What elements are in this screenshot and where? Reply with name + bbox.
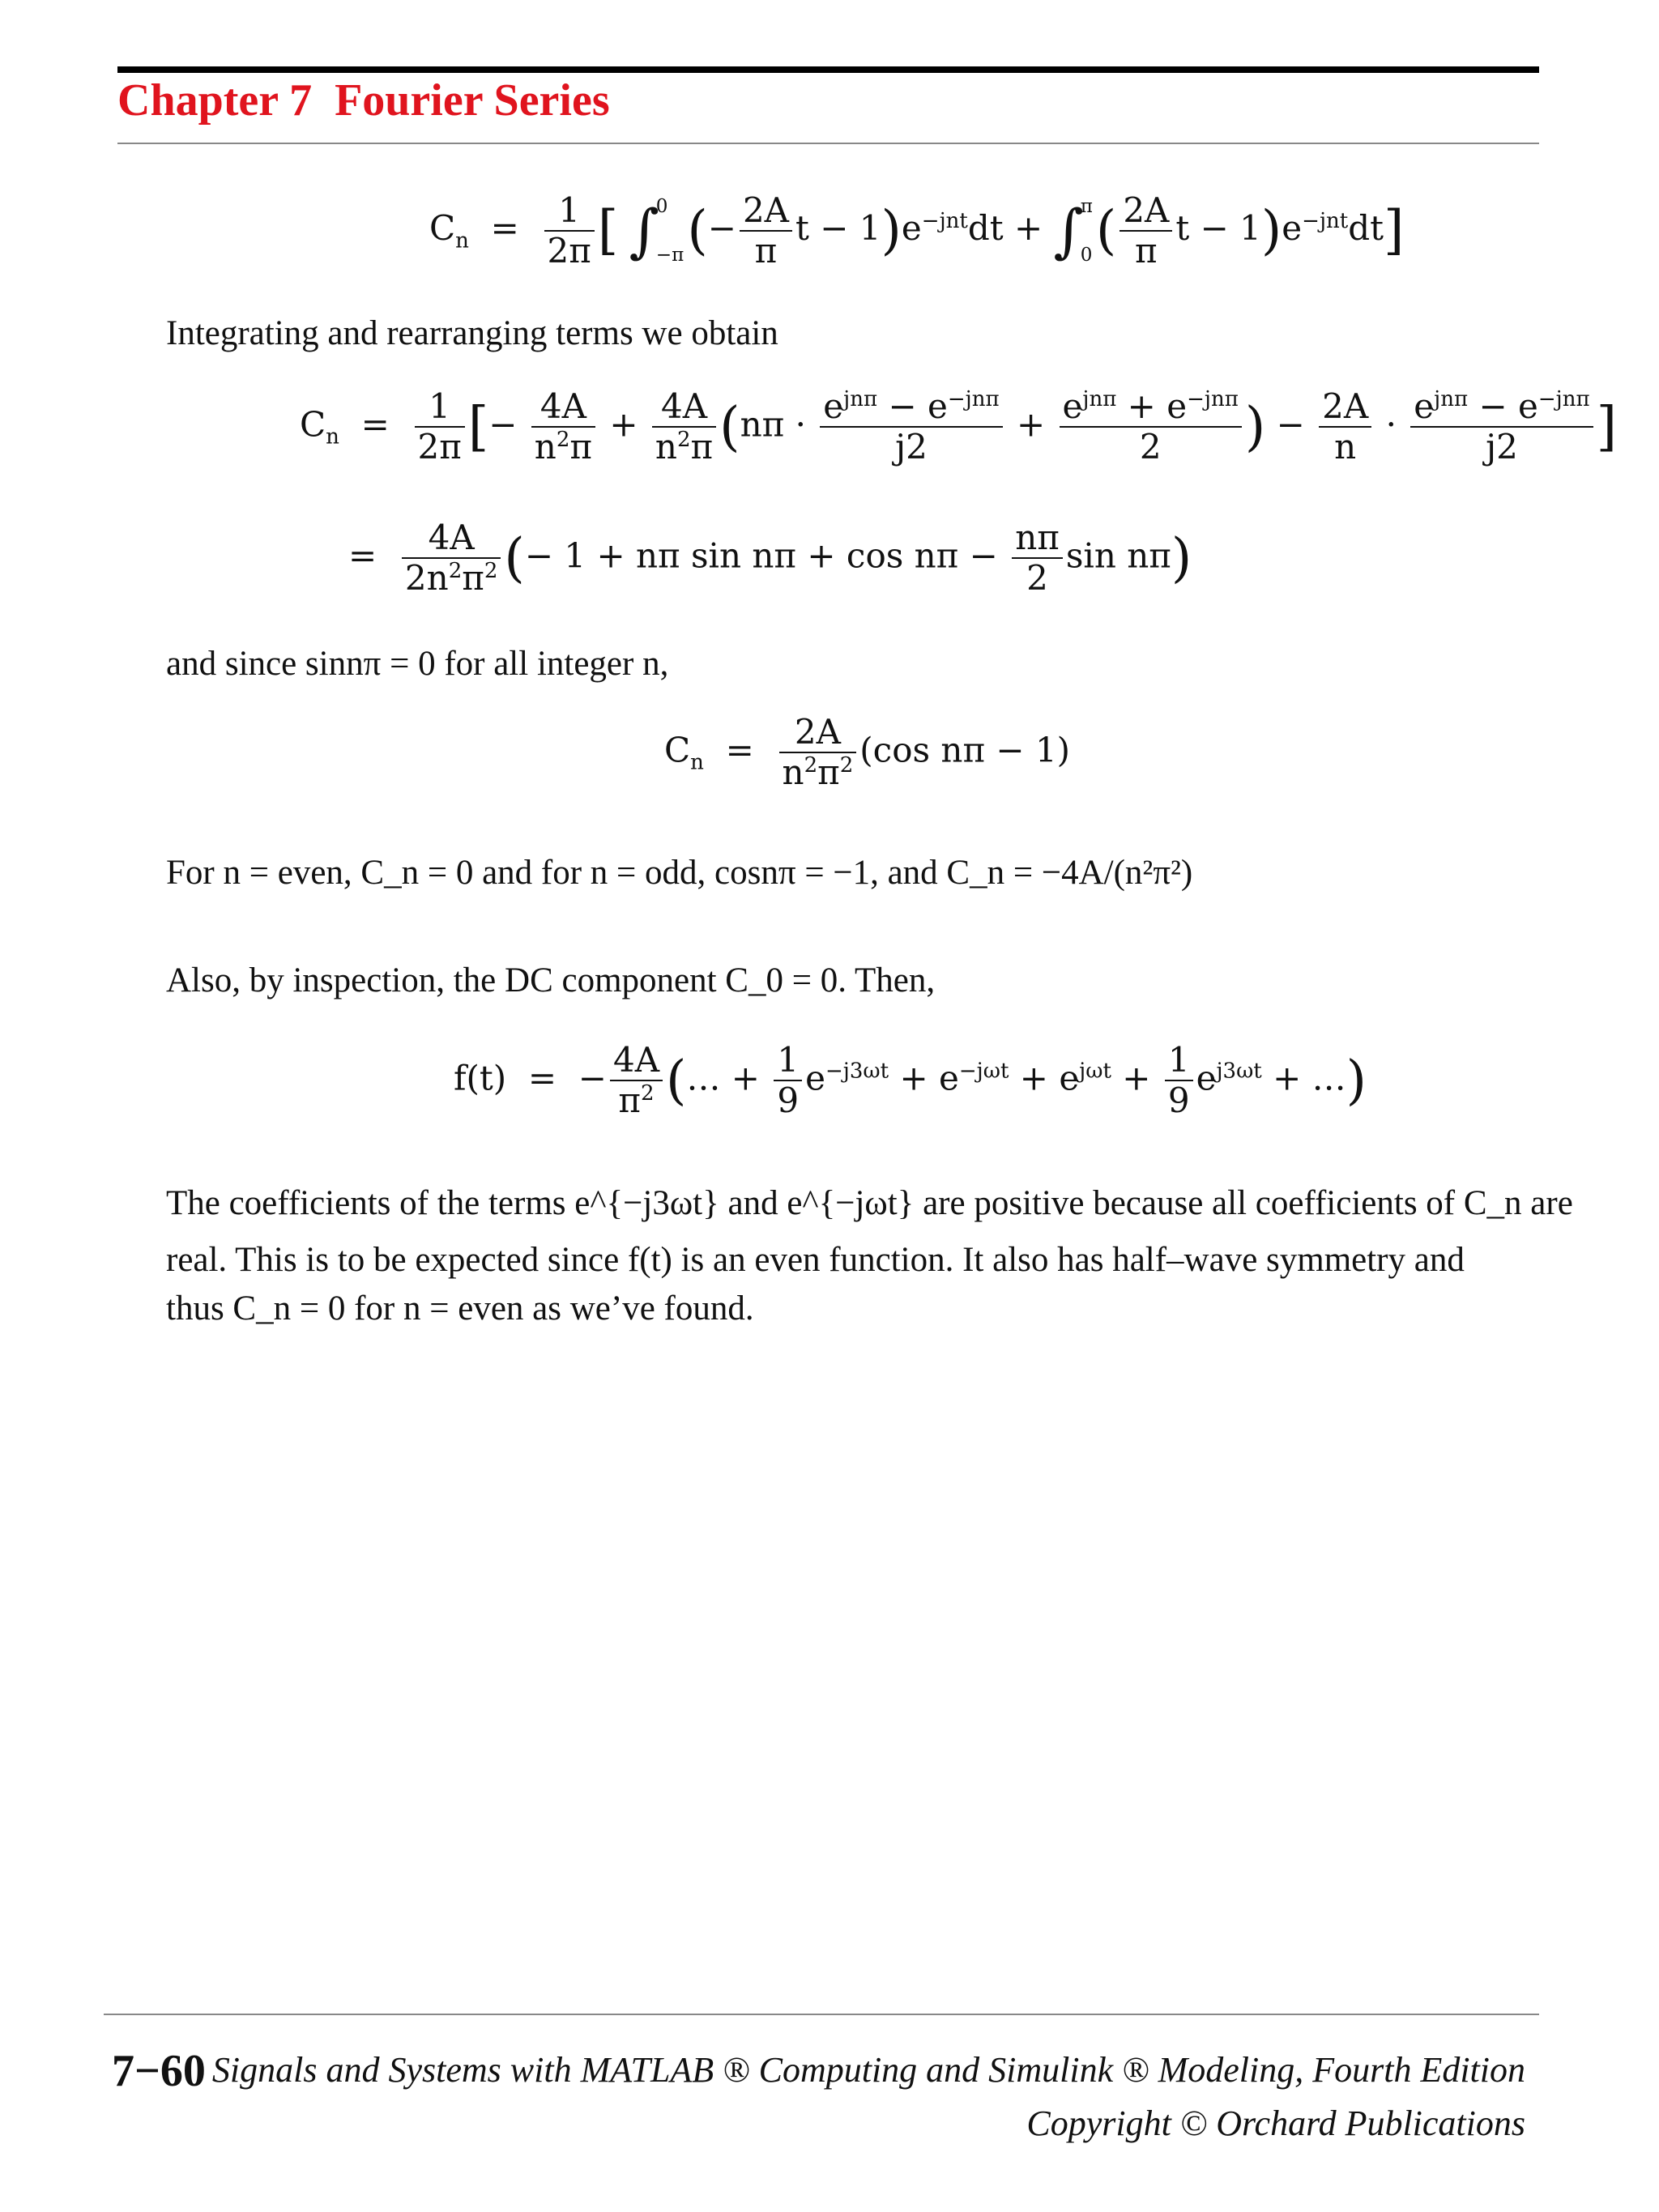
paragraph-coefficients-line1: The coefficients of the terms e^{−j3ωt} and e^{−jωt} are positive because all coefficients of C_n are — [166, 1184, 1573, 1222]
paragraph-coefficients-line3: thus C_n = 0 for n = even as we’ve found. — [166, 1289, 754, 1328]
header-bottom-rule — [117, 143, 1539, 144]
equation-cn-result: $C_n$ = $\frac{2A}{n^2\pi^2}$ (cos nπ − 1) — [664, 712, 1071, 793]
chapter-title: Fourier Series — [335, 75, 610, 126]
chapter-label: Chapter 7 — [117, 75, 313, 126]
equation-cn-integral: $C_n$ = $\frac{1}{2\pi}$ [ ∫ 0 −π (− $\frac{2A}{\pi}$ $t - 1)e^{-jnt}dt$ + ∫ π 0 ( $\frac{2A}{\pi}$ $t - 1)e^{-jnt}dt$] — [429, 190, 1405, 271]
page-number: 7−60 — [112, 2046, 206, 2096]
equation-cn-expanded: $C_n$ = $\frac{1}{2\pi}$ [− $\frac{4A}{n^2\pi}$ + $\frac{4A}{n^2\pi}$ (nπ · $\frac{e^{jn\pi} - e^{-jn\pi}}{j2}$ + $\frac{e^{jn\pi} + e^{-jn\pi}}{2}$ ) − $\frac{2A}{n}$ · $\frac{e^{jn\pi} - e^{-jn\pi}}{j2}$ ] — [300, 386, 1618, 467]
paragraph-dc-component: Also, by inspection, the DC component C_0 = 0. Then, — [166, 961, 936, 999]
footer-rule — [104, 2014, 1539, 2015]
equation-cn-simplified: = $\frac{4A}{2n^2\pi^2}$ (− 1 + nπ sin nπ + cos nπ − $\frac{n\pi}{2}$ sin nπ) — [348, 518, 1192, 599]
footer-copyright: Copyright © Orchard Publications — [1026, 2103, 1525, 2143]
header-top-rule — [117, 66, 1539, 73]
chapter-heading — [117, 75, 610, 126]
equation-f-of-t: f(t) = − $\frac{4A}{\pi^2}$ (… + $\frac{1}{9}$ $e^{-j3\omega t} + e^{-j\omega t} + e^{j\omega t}$ + $\frac{1}{9}$ $e^{j3\omega t}$ + …) — [454, 1040, 1367, 1121]
paragraph-coefficients-line2: real. This is to be expected since f(t) is an even function. It also has half–wave symmetry and — [166, 1241, 1465, 1279]
paragraph-even-odd: For n = even, C_n = 0 and for n = odd, cosnπ = −1, and C_n = −4A/(n²π²) — [166, 854, 1193, 892]
paragraph-integrating: Integrating and rearranging terms we obtain — [166, 314, 778, 352]
footer-book-title: Signals and Systems with MATLAB ® Computing and Simulink ® Modeling, Fourth Edition — [211, 2050, 1525, 2090]
paragraph-since-sin: and since sinnπ = 0 for all integer n, — [166, 645, 669, 683]
